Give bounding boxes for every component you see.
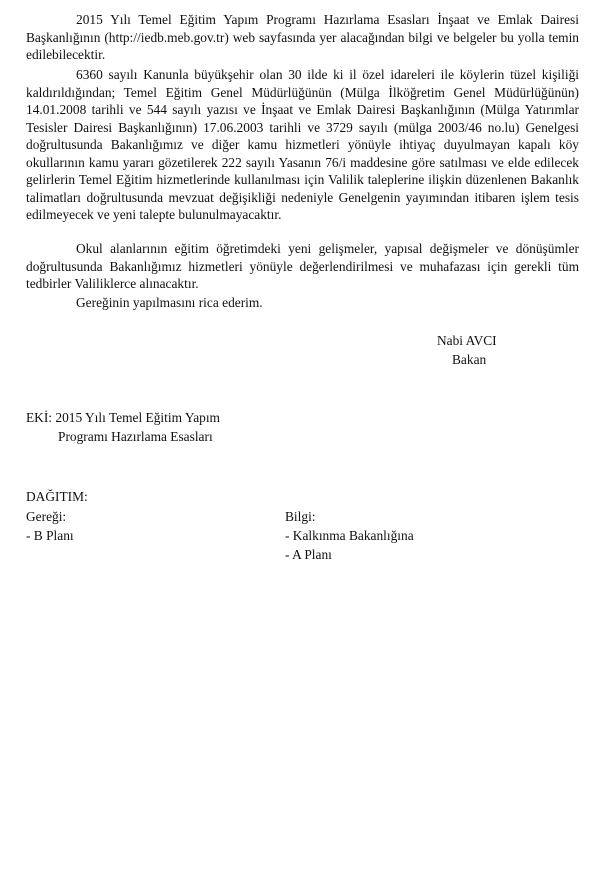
- action-recipient-item: - B Planı: [26, 528, 74, 543]
- info-recipient-item: - A Planı: [285, 547, 332, 562]
- paragraph-village-schools: 6360 sayılı Kanunla büyükşehir olan 30 ilde ki il özel idareleri ile köylerin tüzel kişiliği kaldırıldığından; Temel Eğitim Genel Müdürlüğünün (Mülga İlköğretim Genel Müdürlüğünün) 14.01.2008 tarihli ve 544 sayılı yazısı ve İnşaat ve Emlak Dairesi Başkanlığının (Mülga Yatırımlar Tesisler Dairesi Başkanlığının) 17.06.2003 tarihli ve 3729 sayılı (mülga 2003/46 no.lu) Genelgesi doğrultusunda Bakanlığımız ve diğer kamu hizmetleri yönüyle ihtiyaç duyulmayan kapalı köy okullarının kamu yararı gözetilerek 222 sayılı Yasanın 76/i maddesine göre satılması ve elde edilecek gelirlerin Temel Eğitim hizmetlerinde kullanılması için Valilik taleplerine ilişkin düzenlenen Bakanlık talimatları doğrultusunda mevzuat değişikliği nedeniyle Genelgenin yayımından itibaren işlem tesis edilmeyecek ve yeni talepte bulunulmayacaktır.: [26, 67, 579, 222]
- signer-name: Nabi AVCI: [437, 333, 497, 348]
- info-recipient-item: - Kalkınma Bakanlığına: [285, 528, 414, 543]
- attachment-label: EKİ: 2015 Yılı Temel Eğitim Yapım: [26, 410, 220, 425]
- attachment-continuation: Programı Hazırlama Esasları: [58, 429, 213, 444]
- paragraph-school-areas: Okul alanlarının eğitim öğretimdeki yeni gelişmeler, yapısal değişmeler ve dönüşümler doğrultusunda Bakanlığımız hizmetleri yönüyle değerlendirilmesi ve muhafazası için gerekli tüm tedbirler Valiliklerce alınacaktır.: [26, 241, 579, 291]
- action-recipients-heading: Gereği:: [26, 509, 67, 524]
- info-recipients-heading: Bilgi:: [285, 509, 316, 524]
- paragraph-web-info: 2015 Yılı Temel Eğitim Yapım Programı Hazırlama Esasları İnşaat ve Emlak Dairesi Başkanlığının (http://iedb.meb.gov.tr) web sayfasında yer alacağından bilgi ve belgeler bu yolla temin edilebilecektir.: [26, 12, 579, 62]
- signer-title: Bakan: [452, 352, 487, 367]
- distribution-heading: DAĞITIM:: [26, 489, 88, 504]
- paragraph-closing-request: Gereğinin yapılmasını rica ederim.: [76, 295, 263, 310]
